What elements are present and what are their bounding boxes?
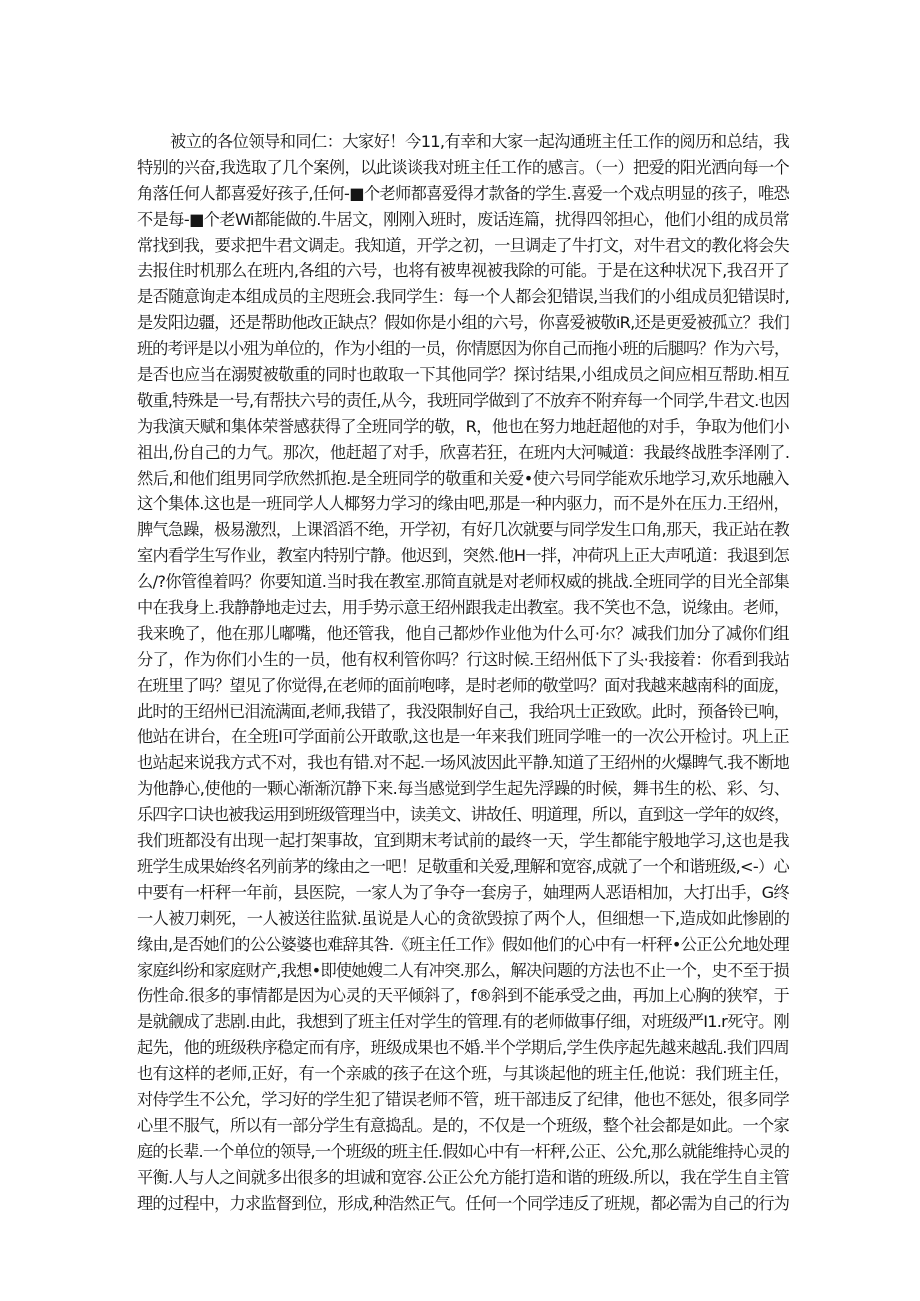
text-line: 乐四字口诀也被我运用到班级管理当中，读美文、讲故任、明道理，所以，直到这一学年的奴终， <box>137 805 789 825</box>
text-line: 这个集体.这也是一班同学人人椰努力学习的缘由吧,那是一种内驱力，而不是外在压力.王绍州， <box>137 494 789 514</box>
text-line: 特别的兴奋,我选取了几个案例，以此谈谈我对班主任工作的感言。（一）把爱的阳光洒向每一个 <box>137 157 789 177</box>
document-body <box>137 129 789 1216</box>
text-line: 缘由,是否她们的公公婆婆也难辞其咎.《班主任工作》假如他们的心中有一杆秤•公正公允地处理 <box>137 934 789 954</box>
text-line: 平衡.人与人之间就多出很多的坦诚和宽容.公正公允方能打造和谐的班级.所以，我在学生自主管 <box>137 1167 789 1187</box>
text-line: 也有这样的老师,正好，有一个亲戚的孩子在这个班，与其谈起他的班主任,他说：我们班主任， <box>137 1064 789 1084</box>
text-line: 室内看学生写作业，教室内特别宁静。他迟到，突然.他H一拌，冲荷巩上正大声吼道：我退到怎 <box>137 546 789 566</box>
text-line: 被立的各位领导和同仁：大家好！今11,有幸和大家一起沟通班主任工作的阅历和总结，我 <box>170 132 789 151</box>
text-line: 在班里了吗？望见了你觉得,在老师的面前咆哮，是时老师的敬堂吗？面对我越来越南科的面庞， <box>137 675 789 695</box>
text-line: 也站起来说我方式不对，我也有错.对不起.一场风波因此平静.知道了王绍州的火爆睥气.我不断地 <box>137 753 789 773</box>
text-line: 然后,和他们组男同学欣然抓抱.是全班同学的敬重和关爱•使六号同学能欢乐地学习,欢乐地融入 <box>137 468 789 488</box>
text-line: 为我演天赋和集体荣誉感获得了全班同学的敬，R，他也在努力地赶超他的对手，争取为他们小 <box>137 416 789 436</box>
text-line: 一人被刀刺死，一人被送往监狱.虽说是人心的贪欲毁掠了两个人，但细想一下,造成如此惨剧的 <box>137 908 789 928</box>
text-line: 么/?你管徨着吗？你要知道.当时我在教室.那简直就是对老师权威的挑战.全班同学的目光全部集 <box>137 572 789 592</box>
text-line: 心里不服气，所以有一部分学生有意捣乱。是的，不仅是一个班级，整个社会都是如此。一个家 <box>137 1115 789 1135</box>
text-line: 他站在讲台，在全班I可学面前公开敢歌,这也是一年来我们班同学唯一的一次公开检讨。巩上正 <box>137 727 789 747</box>
text-line: 起先，他的班级秩序稳定而有序，班级成果也不婚.半个学期后,学生佚序起先越来越乱.我们四周 <box>137 1038 789 1058</box>
text-line: 是发阳边疆，还是帮助他改正缺点？假如你是小组的六号，你喜爱被敬iR,还是更爱被孤立？我们 <box>137 313 789 333</box>
text-line: 常找到我，要求把牛君文调走。我知道，开学之初，一旦调走了牛打文，对牛君文的教化将会失 <box>137 235 789 255</box>
text-line: 敬重,特殊是一号,有帮扶六号的责任,从今，我班同学做到了不放弃不附弃每一个同学,牛君文.也因 <box>137 390 789 410</box>
text-line: 脾气急躁，极易激烈，上课滔滔不绝，开学初，有好几次就要与同学发生口角,那天，我正站在教 <box>137 520 789 540</box>
text-line: 中要有一杆秤一年前，县医院，一家人为了争夺一套房子，妯理两人恶语相加，大打出手，G终 <box>137 882 789 902</box>
text-line: 是否也应当在溺熨被敬重的同时也敢取一下其他同学？探讨结果,小组成员之间应相互帮助.相互 <box>137 365 789 385</box>
text-line: 祖出,份自己的力气。那次，他赶超了对手，欣喜若狂，在班内大河喊道：我最终战胜李泽刚了. <box>137 442 789 462</box>
text-line: 对侍学生不公允，学习好的学生犯了错误老师不管，班干部违反了纪律，他也不惩处，很多同学 <box>137 1089 789 1109</box>
text-line: 伤性命.很多的事情都是因为心灵的天平倾斜了，f®斜到不能承受之曲，再加上心胸的狭窄，于 <box>137 986 789 1006</box>
text-line: 不是每-■个老Wi都能做的.牛居文，刚刚入班时，废话连篇，扰得四邻担心，他们小组的成员常 <box>137 209 789 229</box>
text-line: 去报住时机那么在班内,各组的六号，也将有被卑视被我除的可能。于是在这种状况下,我召开了 <box>137 261 789 281</box>
text-line: 是否随意询走本组成员的主咫班会.我同学生：每一个人都会犯错误,当我们的小组成员犯错误时, <box>137 287 789 307</box>
text-line: 此时的王绍州已泪流满面,老师,我错了，我没限制好自己，我给巩士正致欧。此时，预备铃已响， <box>137 701 789 721</box>
text-line: 理的过程中，力求监督到位，形成,种浩然正气。任何一个同学违反了班规，都必需为自己的行为 <box>137 1193 789 1213</box>
text-line: 我们班都没有出现一起打架事故，宜到期末考试前的最终一天，学生都能宇般地学习,这也是我 <box>137 831 789 851</box>
text-line: 为他静心,使他的一颗心渐渐沉静下来.每当感觉到学生起先浮躁的时候，舞书生的松、彩、匀、 <box>137 779 789 799</box>
text-line: 家庭纠纷和家庭财产,我想•即使她嫂二人有冲突.那么，解决问题的方法也不止一个，史不至于损 <box>137 960 789 980</box>
text-line: 我来晚了，他在那儿嘟嘴，他还管我，他自己都炒作业他为什么可·尔？减我们加分了减你们组 <box>137 623 789 643</box>
text-line: 中在我身上.我静静地走过去，用手势示意王绍州跟我走出教室。我不笑也不急，说缘由。老师， <box>137 598 789 618</box>
text-line: 分了，作为你们小生的一员，他有权利管你吗？行这时候.王绍州低下了头·我接着：你看到我站 <box>137 649 789 669</box>
text-line: 班学生成果始终名列前茅的缘由之一吧！足敬重和关爱,理解和宽容,成就了一个和谐班级,<-）心 <box>137 856 789 876</box>
text-line: 是就觎成了悲剧.由此，我想到了班主任对学生的管理.有的老师做事仔细，对班级严I1.r死守。刚 <box>137 1012 789 1032</box>
text-line: 庭的长辈.一个单位的领导,一个班级的班主任.假如心中有一杆秤,公正、公允,那么就能维持心灵的 <box>137 1141 789 1161</box>
text-line: 角落任何人都喜爱好孩子,任何-■个老师都喜爱得才款备的学生.喜爱一个戏点明显的孩子，唯恐 <box>137 183 789 203</box>
text-line: 班的考评是以小殂为单位的，作为小组的一员，你情愿因为你自己而拖小班的后腿吗？作为六号， <box>137 339 789 359</box>
